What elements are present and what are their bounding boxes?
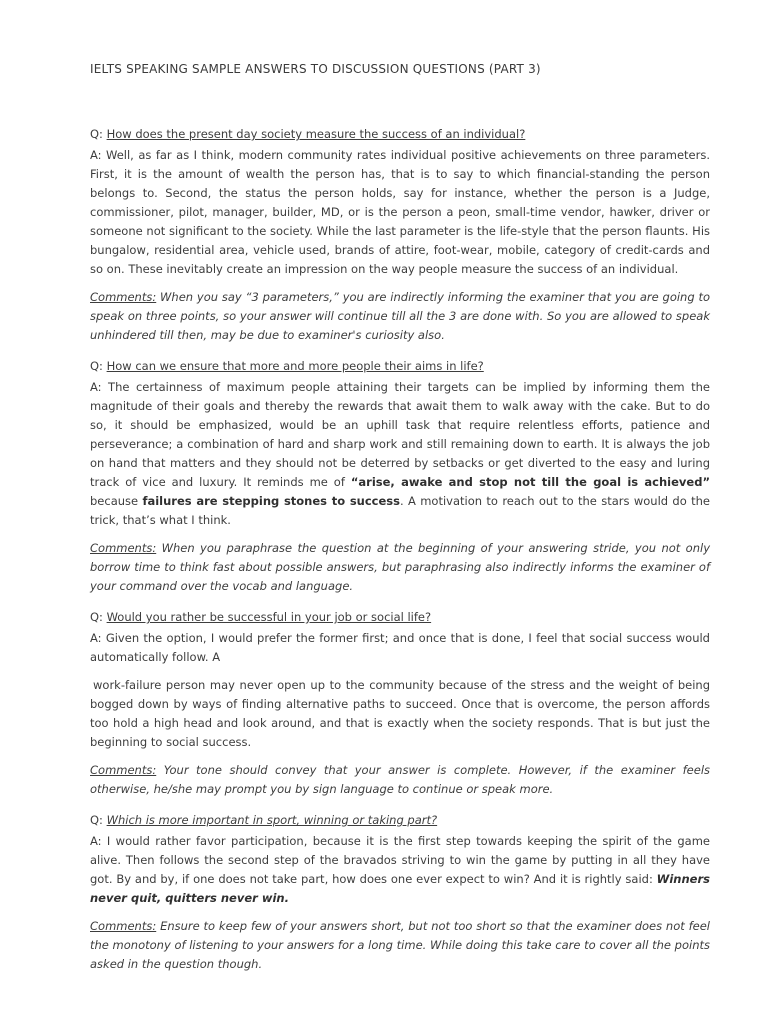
- comments-text: When you say “3 parameters,” you are indirectly informing the examiner that you are going to speak on three points, so your answer will continue till all the 3 are done with. So you are allowed to speak unhindered till then, may be due to examiner's curiosity also.: [90, 290, 711, 342]
- comments-paragraph: [90, 917, 710, 974]
- answer-text: A: The certainness of maximum people attaining their targets can be implied by informing them the magnitude of their goals and thereby the rewards that await them to walk away with the cake. But to do so, it should be emphasized, would be an uphill task that require relentless efforts, patience and perseverance; a combination of hard and sharp work and still remaining down to earth. It is always the job on hand that matters and they should not be deterred by setbacks or get diverted to the easy and luring track of vice and luxury. It reminds me of: [90, 380, 710, 489]
- answer-paragraph: [90, 146, 710, 279]
- answer-text: A: Given the option, I would prefer the former first; and once that is done, I feel that social success would automatically follow. A: [90, 631, 710, 664]
- question-text: Which is more important in sport, winning or taking part?: [106, 813, 438, 827]
- answer-text: . A motivation to reach out to the stars would do the trick, that’s what I think.: [90, 494, 710, 527]
- comments-text: Ensure to keep few of your answers short, but not too short so that the examiner does not feel the monotony of listening to your answers for a long time. While doing this take care to cover all the points asked in the question though.: [90, 919, 710, 971]
- answer-paragraph: [90, 378, 710, 530]
- answer-text: because: [90, 494, 143, 508]
- qa-block-ensure-aims: [90, 357, 710, 596]
- comments-text: Your tone should convey that your answer is complete. However, if the examiner feels otherwise, he/she may prompt you by sign language to continue or speak more.: [90, 763, 711, 796]
- question-prefix: Q:: [90, 610, 103, 624]
- question-text: How can we ensure that more and more people their aims in life?: [106, 359, 484, 373]
- comments-label: Comments:: [90, 290, 157, 304]
- comments-text: When you paraphrase the question at the beginning of your answering stride, you not only borrow time to think fast about possible answers, but paraphrasing also indirectly informs the examiner of your command over the vocab and language.: [90, 541, 710, 593]
- question-prefix: Q:: [90, 127, 103, 141]
- comments-label: Comments:: [90, 763, 157, 777]
- comments-label: Comments:: [90, 541, 157, 555]
- question-text: Would you rather be successful in your job or social life?: [106, 610, 432, 624]
- answer-paragraph-continued: [90, 676, 710, 752]
- answer-bold-phrase: failures are stepping stones to success: [142, 494, 400, 508]
- question-text: How does the present day society measure the success of an individual?: [106, 127, 526, 141]
- document-title: IELTS SPEAKING SAMPLE ANSWERS TO DISCUSSION QUESTIONS (PART 3): [90, 62, 541, 76]
- question-line: [90, 125, 710, 144]
- answer-text: A: I would rather favor participation, because it is the first step towards keeping the spirit of the game alive. Then follows the second step of the bravados striving to win the game by putting in all they have got. By and by, if one does not take part, how does one ever expect to win? And it is rightly said:: [90, 834, 710, 886]
- answer-paragraph: [90, 832, 710, 908]
- qa-block-success-measure: [90, 125, 710, 345]
- qa-block-sport-winning: [90, 811, 710, 974]
- answer-text: work-failure person may never open up to the community because of the stress and the weight of being bogged down by ways of finding alternative paths to succeed. Once that is overcome, the person affords too hold a high head and look around, and that is exactly when the society responds. That is but just the beginning to social success.: [90, 678, 710, 749]
- answer-bold-quote: “arise, awake and stop not till the goal is achieved”: [350, 475, 710, 489]
- question-prefix: Q:: [90, 813, 103, 827]
- comments-paragraph: [90, 539, 710, 596]
- answer-text: A: Well, as far as I think, modern community rates individual positive achievements on three parameters. First, it is the amount of wealth the person has, that is to say to which financial-standing the person belongs to. Second, the status the person holds, say for instance, whether the person is a Judge, commissioner, pilot, manager, builder, MD, or is the person a peon, small-time vendor, hawker, driver or someone not significant to the society. While the last parameter is the life-style that the person flaunts. His bungalow, residential area, vehicle used, brands of attire, foot-wear, mobile, category of credit-cards and so on. These inevitably create an impression on the way people measure the success of an individual.: [90, 148, 710, 276]
- question-line: [90, 811, 710, 830]
- question-prefix: Q:: [90, 359, 103, 373]
- qa-block-job-or-social: [90, 608, 710, 799]
- answer-bold-quote: Winners never quit, quitters never win.: [90, 872, 710, 905]
- comments-label: Comments:: [90, 919, 157, 933]
- comments-paragraph: [90, 761, 710, 799]
- question-line: [90, 608, 710, 627]
- answer-paragraph: [90, 629, 710, 667]
- comments-paragraph: [90, 288, 710, 345]
- question-line: [90, 357, 710, 376]
